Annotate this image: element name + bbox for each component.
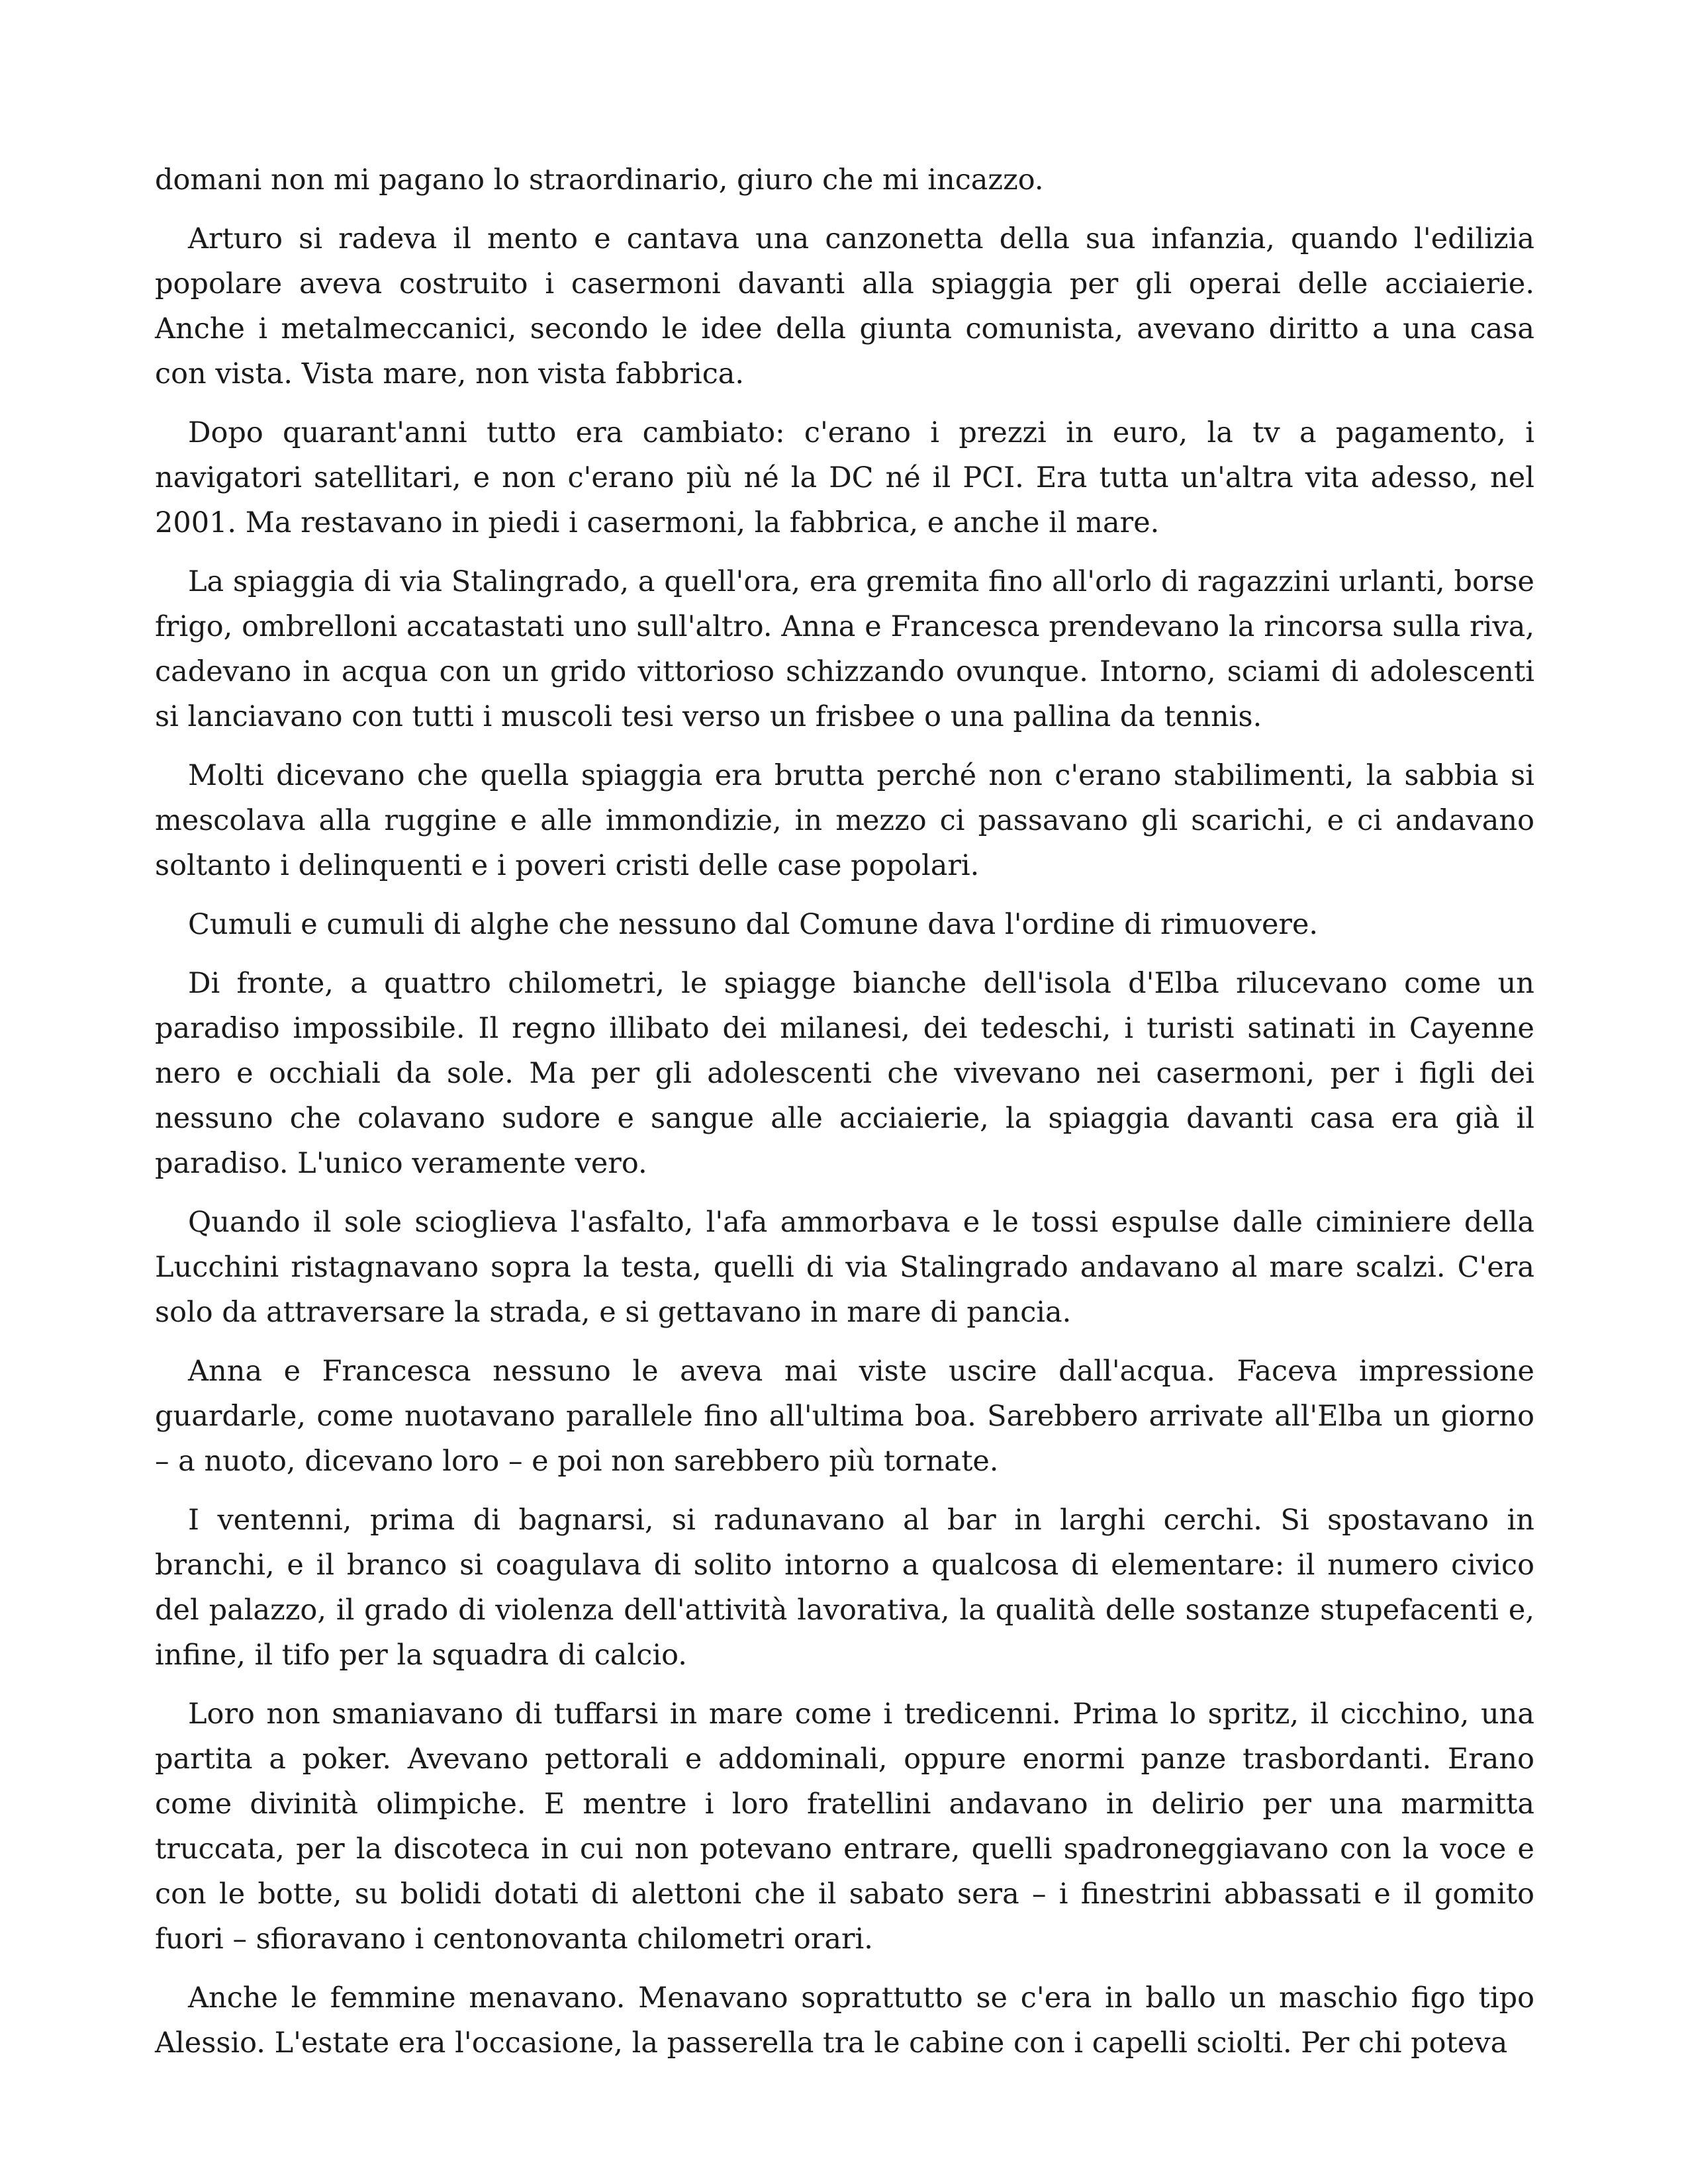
paragraph-continued: domani non mi pagano lo straordinario, giuro che mi incazzo. [155,163,1044,197]
paragraph: Cumuli e cumuli di alghe che nessuno dal Comune dava l'ordine di rimuovere. [188,908,1319,941]
paragraph: Dopo quarant'anni tutto era cambiato: c'erano i prezzi in euro, la tv a pagamento, i navigatori satellitari, e non c'erano più né la DC né il PCI. Era tutta un'altra vita adesso, nel 2001. Ma restavano in piedi i casermoni, la fabbrica, e anche il mare. [155,416,1534,539]
paragraph: I ventenni, prima di bagnarsi, si radunavano al bar in larghi cerchi. Si spostavano in branchi, e il branco si coagulava di solito intorno a qualcosa di elementare: il numero civico del palazzo, il grado di violenza dell'attività lavorativa, la qualità delle sostanze stupefacenti e, infine, il tifo per la squadra di calcio. [155,1504,1534,1672]
paragraph: Arturo si radeva il mento e cantava una canzonetta della sua infanzia, quando l'edilizia popolare aveva costruito i casermoni davanti alla spiaggia per gli operai delle acciaierie. Anche i metalmeccanici, secondo le idee della giunta comunista, avevano diritto a una casa con vista. Vista mare, non vista fabbrica. [155,222,1534,390]
paragraph: Molti dicevano che quella spiaggia era brutta perché non c'erano stabilimenti, la sabbia si mescolava alla ruggine e alle immondizie, in mezzo ci passavano gli scarichi, e ci andavano soltanto i delinquenti e i poveri cristi delle case popolari. [155,759,1534,882]
paragraph: Quando il sole scioglieva l'asfalto, l'afa ammorbava e le tossi espulse dalle ciminiere della Lucchini ristagnavano sopra la testa, quelli di via Stalingrado andavano al mare scalzi. C'era solo da attraversare la strada, e si gettavano in mare di pancia. [155,1206,1534,1329]
paragraph: La spiaggia di via Stalingrado, a quell'ora, era gremita fino all'orlo di ragazzini urlanti, borse frigo, ombrelloni accatastati uno sull'altro. Anna e Francesca prendevano la rincorsa sulla riva, cadevano in acqua con un grido vittorioso schizzando ovunque. Intorno, sciami di adolescenti si lanciavano con tutti i muscoli tesi verso un frisbee o una pallina da tennis. [155,565,1534,733]
paragraph: Anna e Francesca nessuno le aveva mai viste uscire dall'acqua. Faceva impressione guardarle, come nuotavano parallele fino all'ultima boa. Sarebbero arrivate all'Elba un giorno – a nuoto, dicevano loro – e poi non sarebbero più tornate. [155,1355,1534,1478]
paragraph: Loro non smaniavano di tuffarsi in mare come i tredicenni. Prima lo spritz, il cicchino, una partita a poker. Avevano pettorali e addominali, oppure enormi panze trasbordanti. Erano come divinità olimpiche. E mentre i loro fratellini andavano in delirio per una marmitta truccata, per la discoteca in cui non potevano entrare, quelli spadroneggiavano con la voce e con le botte, su bolidi dotati di alettoni che il sabato sera – i finestrini abbassati e il gomito fuori – sfioravano i centonovanta chilometri orari. [155,1698,1534,1956]
paragraph: Di fronte, a quattro chilometri, le spiagge bianche dell'isola d'Elba rilucevano come un paradiso impossibile. Il regno illibato dei milanesi, dei tedeschi, i turisti satinati in Cayenne nero e occhiali da sole. Ma per gli adolescenti che vivevano nei casermoni, per i figli dei nessuno che colavano sudore e sangue alle acciaierie, la spiaggia davanti casa era già il paradiso. L'unico veramente vero. [155,967,1534,1180]
body-text [155,158,1534,2079]
paragraph: Anche le femmine menavano. Menavano soprattutto se c'era in ballo un maschio figo tipo Alessio. L'estate era l'occasione, la passerella tra le cabine con i capelli sciolti. Per chi poteva [155,1981,1534,2060]
